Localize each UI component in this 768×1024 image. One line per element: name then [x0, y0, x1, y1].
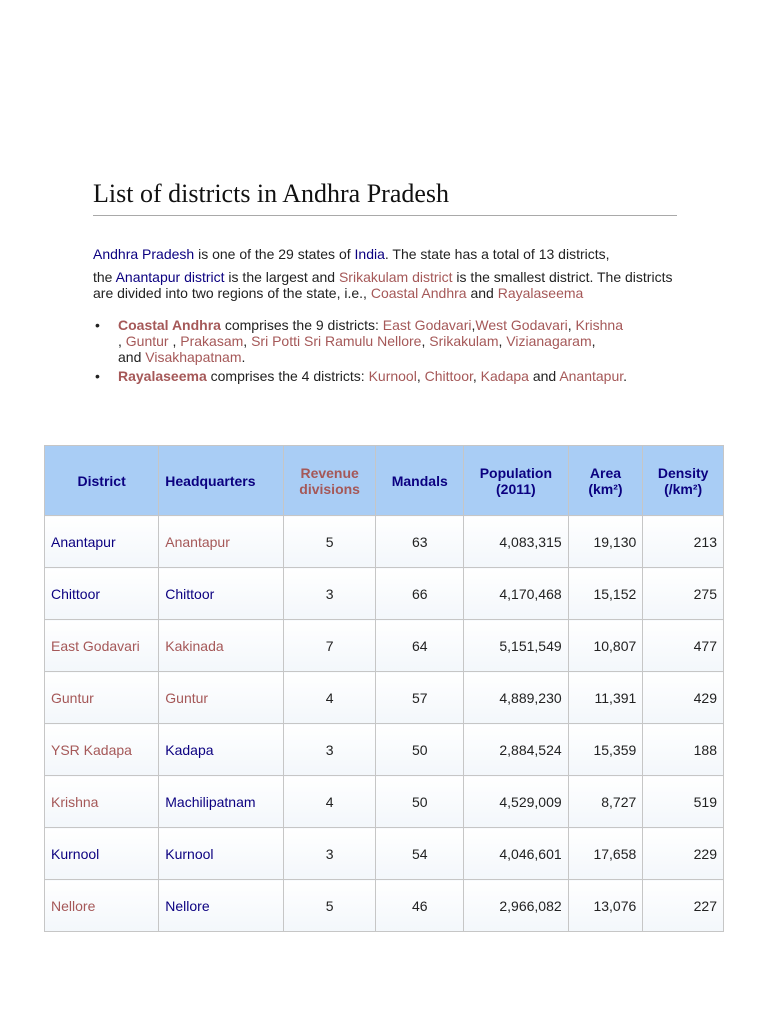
link-srikakulam[interactable]: Srikakulam — [429, 333, 499, 349]
cell-population: 4,170,468 — [464, 568, 569, 620]
link-kurnool[interactable]: Kurnool — [368, 368, 417, 384]
districts-table — [44, 445, 724, 932]
cell-area: 17,658 — [568, 828, 643, 880]
separator: , — [416, 368, 425, 384]
link-rayalaseema[interactable]: Rayalaseema — [497, 285, 584, 301]
link-srikakulam-district[interactable]: Srikakulam district — [338, 269, 453, 285]
intro-text: . The state has a total of 13 districts, — [384, 246, 610, 262]
cell-revenue: 5 — [283, 516, 376, 568]
table-row — [45, 776, 724, 828]
bullet-icon: • — [95, 317, 100, 333]
intro-paragraph-2 — [93, 269, 693, 301]
separator: , — [118, 333, 126, 349]
intro-paragraph-1 — [93, 246, 693, 262]
cell-area: 15,359 — [568, 724, 643, 776]
header-line: Population — [479, 464, 553, 481]
cell-revenue: 3 — [283, 828, 376, 880]
link-andhra-pradesh[interactable]: Andhra Pradesh — [93, 246, 195, 262]
cell-district[interactable]: East Godavari — [45, 620, 159, 672]
cell-density: 229 — [643, 828, 724, 880]
cell-district[interactable]: Kurnool — [45, 828, 159, 880]
header-line: (/km²) — [664, 480, 703, 497]
header-line: Area — [589, 464, 622, 481]
cell-area: 13,076 — [568, 880, 643, 932]
header-area[interactable] — [568, 446, 643, 516]
cell-headquarters[interactable]: Kadapa — [159, 724, 284, 776]
cell-density: 188 — [643, 724, 724, 776]
header-line: divisions — [299, 480, 360, 497]
cell-district[interactable]: Krishna — [45, 776, 159, 828]
cell-mandals: 50 — [376, 776, 464, 828]
separator: , — [567, 317, 576, 333]
region-text: comprises the 9 districts: — [220, 317, 383, 333]
table-row — [45, 568, 724, 620]
cell-mandals: 66 — [376, 568, 464, 620]
header-density[interactable] — [643, 446, 724, 516]
table-row — [45, 516, 724, 568]
separator: , — [471, 317, 476, 333]
page-title: List of districts in Andhra Pradesh — [93, 178, 677, 216]
cell-mandals: 50 — [376, 724, 464, 776]
cell-density: 429 — [643, 672, 724, 724]
cell-population: 5,151,549 — [464, 620, 569, 672]
cell-district[interactable]: Chittoor — [45, 568, 159, 620]
cell-headquarters[interactable]: Kurnool — [159, 828, 284, 880]
cell-population: 4,889,230 — [464, 672, 569, 724]
link-coastal-andhra-region[interactable]: Coastal Andhra — [118, 317, 221, 333]
link-nellore-full[interactable]: Sri Potti Sri Ramulu Nellore — [251, 333, 422, 349]
cell-population: 2,884,524 — [464, 724, 569, 776]
link-krishna[interactable]: Krishna — [575, 317, 623, 333]
header-revenue-divisions[interactable] — [283, 446, 376, 516]
table-row — [45, 620, 724, 672]
cell-headquarters[interactable]: Nellore — [159, 880, 284, 932]
cell-area: 19,130 — [568, 516, 643, 568]
header-line: Revenue — [300, 464, 359, 481]
list-item-rayalaseema — [93, 368, 693, 384]
bullet-icon: • — [95, 368, 100, 384]
cell-area: 8,727 — [568, 776, 643, 828]
cell-headquarters[interactable]: Anantapur — [159, 516, 284, 568]
intro-text: is one of the 29 states of — [194, 246, 355, 262]
cell-density: 519 — [643, 776, 724, 828]
link-chittoor[interactable]: Chittoor — [424, 368, 473, 384]
link-anantapur[interactable]: Anantapur — [559, 368, 624, 384]
separator: , — [168, 333, 181, 349]
header-line: Density — [657, 464, 709, 481]
header-mandals[interactable]: Mandals — [376, 446, 464, 516]
cell-density: 275 — [643, 568, 724, 620]
period: . — [623, 368, 628, 384]
cell-area: 11,391 — [568, 672, 643, 724]
table-header-row — [45, 446, 724, 516]
header-district[interactable]: District — [45, 446, 159, 516]
header-line: (km²) — [588, 480, 623, 497]
link-guntur[interactable]: Guntur — [125, 333, 169, 349]
cell-revenue: 5 — [283, 880, 376, 932]
intro-text: the — [93, 269, 116, 285]
cell-mandals: 54 — [376, 828, 464, 880]
cell-population: 4,529,009 — [464, 776, 569, 828]
intro-text: is the smallest district. The districts are divided into two regions of the state, i.e., — [93, 269, 673, 301]
cell-area: 10,807 — [568, 620, 643, 672]
cell-mandals: 46 — [376, 880, 464, 932]
table-row — [45, 880, 724, 932]
region-text: comprises the 4 districts: — [206, 368, 369, 384]
cell-headquarters[interactable]: Kakinada — [159, 620, 284, 672]
separator: , — [472, 368, 481, 384]
link-visakhapatnam[interactable]: Visakhapatnam — [145, 349, 242, 365]
link-west-godavari[interactable]: West Godavari — [475, 317, 568, 333]
cell-mandals: 64 — [376, 620, 464, 672]
regions-list — [93, 317, 693, 387]
header-line: (2011) — [496, 480, 536, 497]
link-rayalaseema-region[interactable]: Rayalaseema — [118, 368, 207, 384]
cell-population: 4,046,601 — [464, 828, 569, 880]
table-row — [45, 724, 724, 776]
cell-revenue: 7 — [283, 620, 376, 672]
link-india[interactable]: India — [354, 246, 385, 262]
separator: , — [591, 333, 596, 349]
cell-density: 477 — [643, 620, 724, 672]
cell-mandals: 57 — [376, 672, 464, 724]
conjunction: and — [528, 368, 560, 384]
cell-district[interactable]: YSR Kadapa — [45, 724, 159, 776]
link-kadapa[interactable]: Kadapa — [480, 368, 529, 384]
list-item-coastal-andhra — [93, 317, 693, 365]
cell-density: 213 — [643, 516, 724, 568]
separator: , — [421, 333, 430, 349]
header-population[interactable] — [464, 446, 569, 516]
cell-revenue: 3 — [283, 724, 376, 776]
intro-text: is the largest and — [224, 269, 339, 285]
separator: , — [243, 333, 252, 349]
cell-density: 227 — [643, 880, 724, 932]
cell-district[interactable]: Nellore — [45, 880, 159, 932]
cell-district[interactable]: Guntur — [45, 672, 159, 724]
conjunction: and — [118, 349, 146, 365]
header-headquarters[interactable]: Headquarters — [159, 446, 284, 516]
cell-population: 4,083,315 — [464, 516, 569, 568]
link-east-godavari[interactable]: East Godavari — [382, 317, 472, 333]
link-prakasam[interactable]: Prakasam — [180, 333, 244, 349]
table-row — [45, 828, 724, 880]
link-coastal-andhra[interactable]: Coastal Andhra — [370, 285, 467, 301]
cell-headquarters[interactable]: Guntur — [159, 672, 284, 724]
intro-text: and — [466, 285, 498, 301]
cell-area: 15,152 — [568, 568, 643, 620]
cell-mandals: 63 — [376, 516, 464, 568]
link-anantapur-district[interactable]: Anantapur district — [115, 269, 225, 285]
link-vizianagaram[interactable]: Vizianagaram — [506, 333, 592, 349]
table-row — [45, 672, 724, 724]
separator: , — [498, 333, 507, 349]
cell-revenue: 3 — [283, 568, 376, 620]
period: . — [241, 349, 246, 365]
cell-headquarters[interactable]: Machilipatnam — [159, 776, 284, 828]
cell-headquarters[interactable]: Chittoor — [159, 568, 284, 620]
cell-population: 2,966,082 — [464, 880, 569, 932]
cell-revenue: 4 — [283, 776, 376, 828]
cell-district[interactable]: Anantapur — [45, 516, 159, 568]
cell-revenue: 4 — [283, 672, 376, 724]
